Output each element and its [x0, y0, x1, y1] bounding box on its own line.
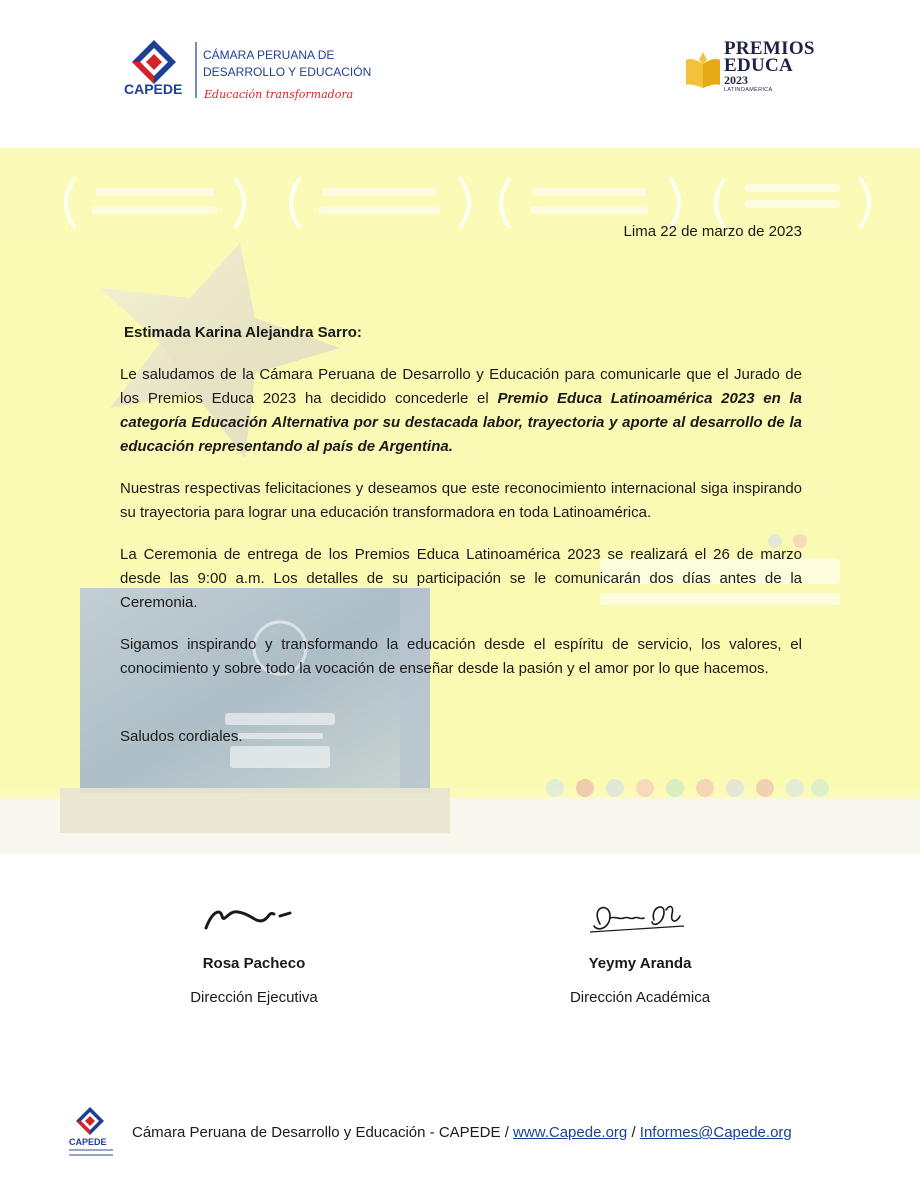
footer-separator-2: /	[631, 1124, 636, 1141]
footer-logo	[66, 1104, 118, 1162]
capede-name-line2: DESARROLLO Y EDUCACIÓN	[203, 65, 372, 79]
signer-name-left: Rosa Pacheco	[202, 955, 306, 972]
signature-image-left	[194, 898, 314, 940]
signer-name-right: Yeymy Aranda	[588, 955, 692, 972]
paragraph-1-text: Le saludamos de la Cámara Peruana de Desarrollo y Educación para comunicarle que el Jurado de los Premios Educa 2023 ha decidido concederle el	[120, 366, 802, 407]
premios-educa-logo	[684, 40, 824, 102]
capede-name-line1: CÁMARA PERUANA DE	[203, 48, 335, 62]
premios-year: 2023	[724, 73, 748, 87]
footer-logo-acronym: CAPEDE	[69, 1137, 107, 1147]
letter-closing: Saludos cordiales.	[120, 728, 243, 745]
premios-line2: EDUCA	[724, 55, 794, 76]
letter-date: Lima 22 de marzo de 2023	[623, 223, 802, 240]
capede-diamond-logo-icon	[124, 38, 384, 110]
letter-body	[120, 220, 802, 749]
footer	[66, 1104, 846, 1164]
footer-website-link[interactable]: www.Capede.org	[513, 1124, 628, 1141]
premios-region: LATINOAMÉRICA	[724, 87, 773, 93]
premios-educa-book-icon	[684, 48, 722, 94]
paragraph-2: Nuestras respectivas felicitaciones y deseamos que este reconocimiento internacional siga inspirando su trayectoria para lograr una educación transformadora en toda Latinoamérica.	[120, 480, 802, 521]
footer-email-link[interactable]: Informes@Capede.org	[639, 1124, 792, 1141]
capede-diamond-logo-icon	[66, 1104, 118, 1162]
paragraph-3: La Ceremonia de entrega de los Premios Educa Latinoamérica 2023 se realizará el 26 de marzo desde las 9:00 a.m. Los detalles de su participación se le comunicarán dos días antes de la Ceremonia.	[120, 546, 802, 611]
capede-logo	[124, 38, 384, 110]
capede-tagline: Educación transformadora	[204, 88, 354, 101]
letter-salutation: Estimada Karina Alejandra Sarro:	[124, 324, 362, 341]
footer-org: Cámara Peruana de Desarrollo y Educación - CAPEDE	[132, 1124, 501, 1141]
signer-role-left: Dirección Ejecutiva	[190, 989, 318, 1006]
award-statement: Premio Educa Latinoamérica 2023 en la categoría Educación Alternativa por su destacada labor, trayectoria y aporte al desarrollo de la educación representando al país de Argentina.	[120, 390, 802, 455]
premios-line1: PREMIOS	[724, 38, 815, 59]
footer-separator-1: /	[504, 1124, 509, 1141]
capede-acronym: CAPEDE	[124, 81, 183, 97]
paragraph-1	[120, 363, 802, 459]
signature-block-left	[124, 898, 384, 1008]
paragraph-4: Sigamos inspirando y transformando la educación desde el espíritu de servicio, los valores, el conocimiento y sobre todo la vocación de enseñar desde la pasión y el amor por lo que hacemos.	[120, 636, 802, 677]
signature-image-right	[580, 898, 700, 940]
signature-block-right	[510, 898, 770, 1008]
footer-text	[132, 1124, 792, 1141]
signer-role-right: Dirección Académica	[569, 989, 711, 1006]
